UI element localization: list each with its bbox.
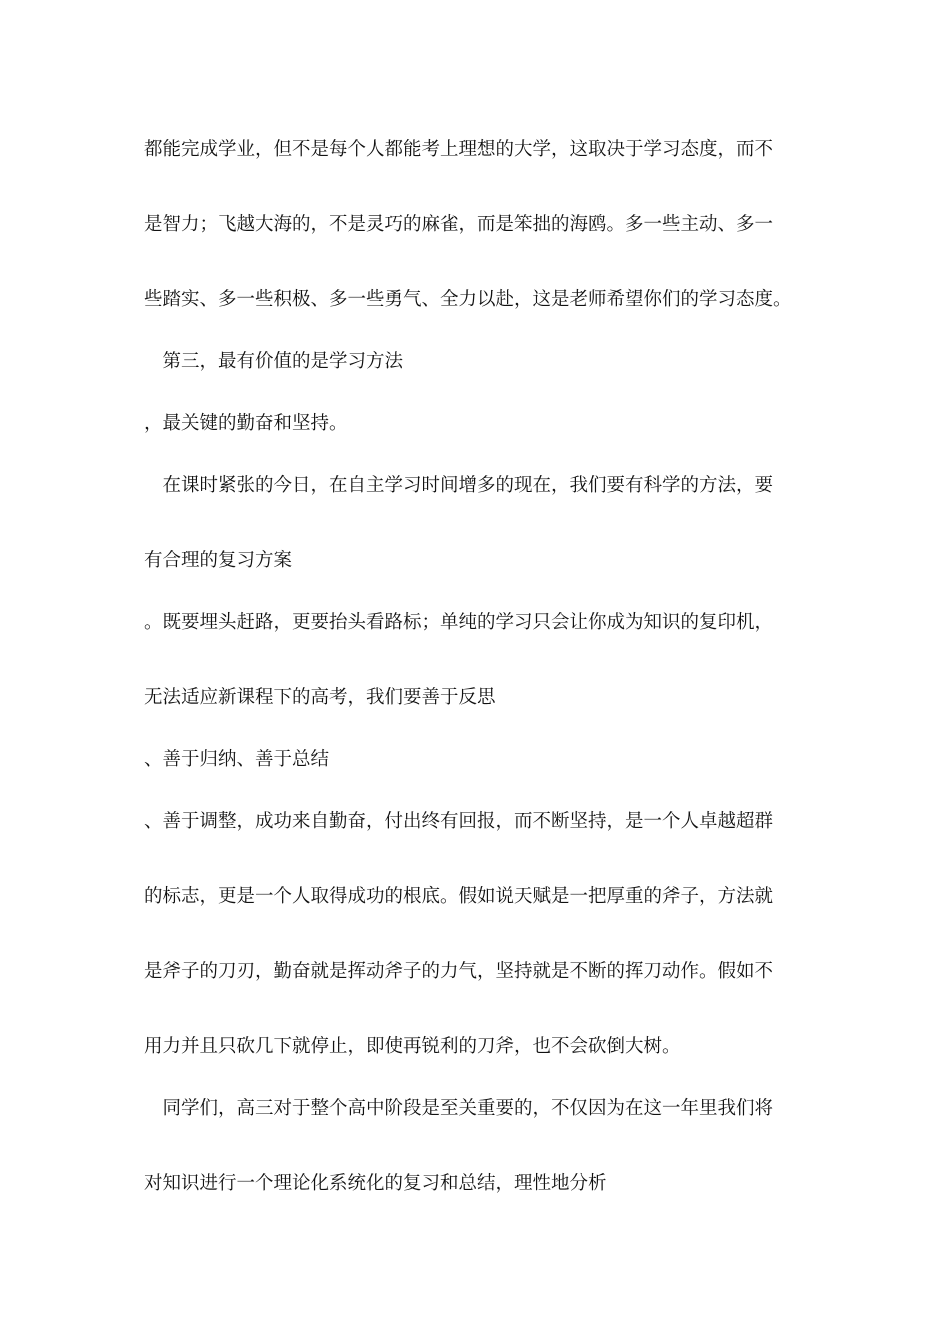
text-line: 些踏实、多一些积极、多一些勇气、全力以赴，这是老师希望你们的学习态度。 [144, 289, 792, 310]
text-line: 。既要埋头赶路，更要抬头看路标；单纯的学习只会让你成为知识的复印机， [144, 612, 774, 633]
text-line: ，最关键的勤奋和坚持。 [144, 413, 348, 434]
text-line: 在课时紧张的今日，在自主学习时间增多的现在，我们要有科学的方法，要 [144, 475, 774, 496]
text-line: 、善于调整，成功来自勤奋，付出终有回报，而不断坚持，是一个人卓越超群 [144, 811, 774, 832]
text-line: 是斧子的刀刃，勤奋就是挥动斧子的力气，坚持就是不断的挥刀动作。假如不 [144, 961, 774, 982]
text-line: 有合理的复习方案 [144, 550, 293, 571]
text-line: 都能完成学业，但不是每个人都能考上理想的大学，这取决于学习态度，而不 [144, 139, 774, 160]
text-line: 第三，最有价值的是学习方法 [144, 351, 404, 372]
text-line: 对知识进行一个理论化系统化的复习和总结，理性地分析 [144, 1173, 607, 1194]
text-line: 无法适应新课程下的高考，我们要善于反思 [144, 687, 496, 708]
text-line: 用力并且只砍几下就停止，即使再锐利的刀斧，也不会砍倒大树。 [144, 1036, 681, 1057]
text-line: 、善于归纳、善于总结 [144, 749, 330, 770]
text-line: 是智力；飞越大海的，不是灵巧的麻雀，而是笨拙的海鸥。多一些主动、多一 [144, 214, 774, 235]
text-line: 的标志，更是一个人取得成功的根底。假如说天赋是一把厚重的斧子，方法就 [144, 886, 774, 907]
text-line: 同学们，高三对于整个高中阶段是至关重要的，不仅因为在这一年里我们将 [144, 1098, 774, 1119]
